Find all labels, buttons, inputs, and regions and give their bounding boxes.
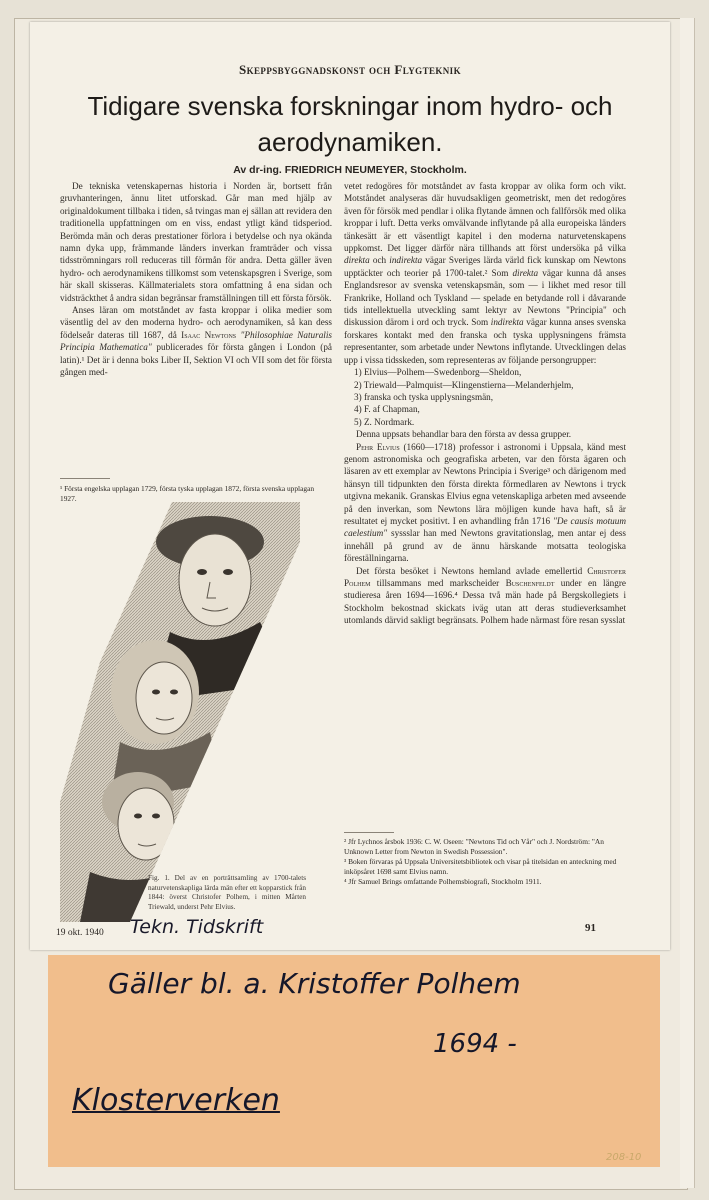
newspaper-clipping [30, 22, 670, 950]
paragraph-polhem: Det första besöket i Newtons hemland avlade emellertid Christofer Polhem tillsammans med markscheider Buschenfeldt under en längre studieresa åren 1694—1696.⁴ Dessa två män hade på Bergskollegiets i Stockholm bekostnad skickats iväg utan att deras studieverksamhet utomlands därvid sakligt begränsats. Polhem hade närmast före resan sysslat [344, 565, 627, 626]
archive-number: 208-10 [606, 1152, 642, 1163]
note-line-subject: Gäller bl. a. Kristoffer Polhem [108, 967, 521, 1000]
paragraph-elvius: Pehr Elvius (1660—1718) professor i astronomi i Uppsala, känd mest genom astronomiska och geografiska arbeten, var den första ägaren och läsaren av ett exemplar av Newtons Principia i Sverige³ och därigenom med hänsyn till tidpunkten den första direkta förmedlaren av Newtons i tryck utgivna mekanik. Granskas Elvius egna vetenskapliga arbeten med avseende på den inverkan, som Newtons lära möjligen kunde hava haft, så är resultatet ej mycket positivt. I en avhandling från 1716 "De causis motuum caelestium" syssslar han med Newtons gravitationslag, men antar ej dess innehåll på grund av de ännu härskande motsatta teologiska föreställningarna. [344, 441, 626, 564]
note-line-year: 1694 - [433, 1029, 517, 1059]
paragraph-scope: Denna uppsats behandlar bara den första av dessa grupper. [356, 429, 572, 440]
byline: Av dr-ing. FRIEDRICH NEUMEYER, Stockholm. [233, 164, 467, 176]
list-item: 5) Z. Nordmark. [354, 416, 415, 427]
page-number: 91 [585, 922, 596, 934]
portrait-engraving [60, 502, 300, 922]
list-item: 4) F. af Chapman, [354, 404, 420, 415]
footnote-2: ² Jfr Lychnos årsbok 1936: C. W. Oseen: "Newtons Tid och Vår" och J. Nordström: "An Unknown Letter from Newton in Swedish Possession". [344, 837, 604, 856]
article-title-line1: Tidigare svenska forskningar inom hydro- och [87, 91, 613, 121]
section-title: Skeppsbyggnadskonst och Flygteknik [239, 62, 461, 77]
figure-caption: Fig. 1. Del av en porträttsamling av 1700-talets naturvetenskapliga lärda män efter ett kopparstick från 1844: överst Christofer Polhem, i mitten Mårten Triewald, underst Pehr Elvius. [148, 874, 306, 911]
list-item: 3) franska och tyska upplysningsmän, [354, 391, 494, 402]
note-card [48, 955, 660, 1167]
footnote-4: ⁴ Jfr Samuel Brings omfattande Polhemsbiografi, Stockholm 1911. [344, 877, 542, 886]
list-item: 1) Elvius—Polhem—Swedenborg—Sheldon, [354, 367, 522, 378]
footnote-1: ¹ Första engelska upplagan 1729, första tyska upplagan 1872, första svenska upplagan 1927. [60, 484, 315, 503]
right-column [344, 180, 626, 627]
list-item: 2) Triewald—Palmquist—Klingenstierna—Melanderhjelm, [354, 379, 574, 390]
paragraph-newton: Anses läran om motståndet av fasta kroppar i olika medier som väsentlig del av den moderna hydro- och aerodynamiken, så kan dess födelseår dateras till 1687, då Isaac Newtons "Philosophiae Naturalis Principia Mathematica" publicerades för första gången i London (på latin).¹ Det är i denna boks Liber II, Sektion VI och VII som det för första gången med- [60, 305, 332, 378]
note-line-keyword: Klosterverken [72, 1083, 280, 1118]
left-column [60, 180, 332, 379]
article-title-line2: aerodynamiken. [257, 127, 443, 157]
sheet-edge [680, 18, 695, 1188]
paragraph-intro: De tekniska vetenskapernas historia i Norden är, bortsett från gruvhanteringen, ännu litet utforskad. Går man med hjälp av originaldokument tillbaka i tiden, så tvingas man ej sällan att revidera den traditionella uppfattningen om en viss, endast ytligt känd tidsperiod. Berömda män och deras prestationer förlora i betydelse och nya okända namn dyka upp, främmande länders inverkan framträder och vissa tidsströmningars roll reduceras till förmån för andra. Detta gäller även hydro- och aerodynamikens tillkomst som vetenskapsgren i Sverige, som här skall skisseras. Källmaterialets stora omfattning å ena sidan och vidsträckthet å andra sidan begränsar framställningen till ett första försök. [60, 181, 332, 303]
article-title [60, 88, 640, 160]
footnote-rule-right [344, 832, 394, 833]
footnote-rule-left [60, 478, 110, 479]
paragraph-continuation: vetet redogöres för motståndet av fasta kroppar av olika form och vikt. Motståndet analyseras där huvudsakligen geometriskt, men det redogöres även för försök med pendlar i olika flytande ämnen och fallförsök med olika kroppar i luft. Detta verks omvälvande inflytande på alla europeiska länders tänkesätt är ett väsentligt kapitel i den moderna naturvetenskapens uppkomst. Det ligger därför nära tillhands att först undersöka på vilka direkta och indirekta vägar Sveriges lärda värld fick kunskap om Newtons upptäckter och teorier på 1700-talet.² Som direkta vägar kunna då anses Englandsresor av svenska vetenskapsmän, som — i likhet med resor till Frankrike, Holland och Tyskland — spelade en betydande roll i dåvarande tids intellektuella utveckling samt lektyr av Newtons "Principia" och diskussion därom i ord och tryck. Som indirekta vägar kunna anses svenska forskares kontakt med den franska och tyska upplysningens främsta representanter, som arbetade under Newtons inflytande. Utvecklingen delas upp i vissa tidsskeden, som representeras av följande persongrupper: [344, 181, 627, 365]
handwritten-source: Tekn. Tidskrift [130, 916, 264, 938]
issue-date: 19 okt. 1940 [56, 928, 104, 938]
footnote-3: ³ Boken förvaras på Uppsala Universitetsbibliotek och visar på titelsidan en anteckning med inköpsåret 1698 samt Elvius namn. [344, 857, 617, 876]
footnotes-right [344, 837, 626, 887]
